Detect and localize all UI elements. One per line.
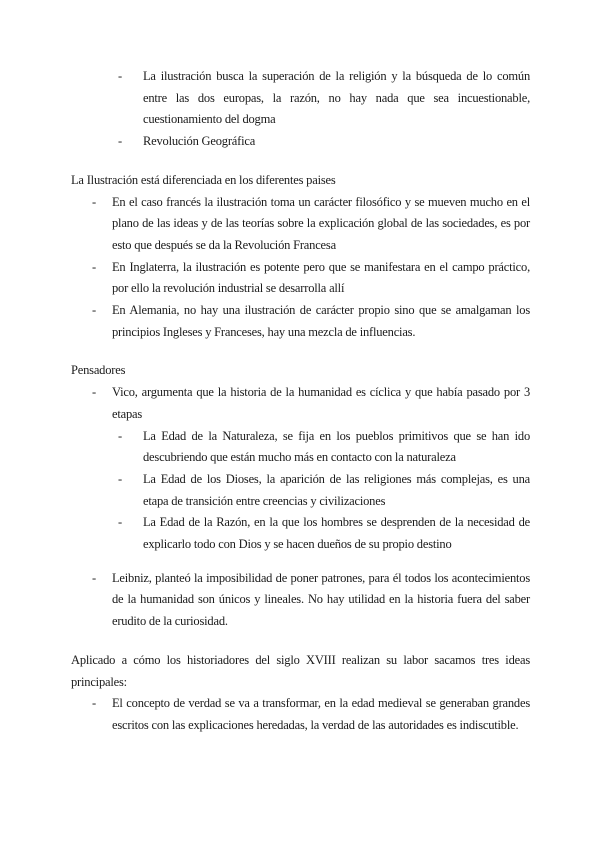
bullet-dash-icon: - — [118, 69, 122, 83]
bullet-item — [71, 693, 530, 736]
bullet-item — [71, 257, 530, 300]
bullet-item — [71, 300, 530, 343]
bullet-dash-icon: - — [118, 471, 122, 486]
bullet-dash-icon: - — [92, 385, 96, 400]
bullet-item — [71, 512, 530, 555]
bullet-text: El concepto de verdad se va a transformar, en la edad medieval se generaban grandes escritos con las explicaciones heredadas, la verdad de las autoridades es indiscutible. — [112, 696, 530, 732]
bullet-dash-icon: - — [92, 570, 96, 585]
bullet-item — [71, 66, 530, 131]
bullet-dash-icon: - — [92, 194, 96, 209]
paragraph-aplicado: Aplicado a cómo los historiadores del siglo XVIII realizan su labor sacamos tres ideas principales: — [71, 652, 530, 689]
bullet-text: Vico, argumenta que la historia de la humanidad es cíclica y que había pasado por 3 etapas — [112, 385, 530, 421]
bullet-dash-icon: - — [118, 428, 122, 443]
bullet-text: Revolución Geográfica — [143, 134, 256, 149]
bullet-item — [71, 192, 530, 257]
bullet-item — [71, 131, 530, 153]
bullet-text: La Edad de la Razón, en la que los hombres se desprenden de la necesidad de explicarlo todo con Dios y se hacen dueños de su propio destino — [143, 515, 530, 552]
bullet-dash-icon: - — [92, 303, 96, 318]
bullet-text: En Alemania, no hay una ilustración de carácter propio sino que se amalgaman los principios Ingleses y Franceses, hay una mezcla de influencias. — [112, 303, 530, 339]
bullet-text: La Edad de la Naturaleza, se fija en los pueblos primitivos que se han ido descubriendo que están mucho más en contacto con la naturaleza — [143, 428, 530, 465]
bullet-item — [71, 426, 530, 469]
bullet-text: En Inglaterra, la ilustración es potente pero que se manifestara en el campo práctico, por ello la revolución industrial se desarrolla allí — [112, 259, 530, 296]
paragraph-pensadores-heading: Pensadores — [71, 363, 126, 378]
bullet-text: La ilustración busca la superación de la religión y la búsqueda de lo común entre las dos europas, la razón, no hay nada que sea incuestionable, cuestionamiento del dogma — [143, 69, 530, 127]
bullet-dash-icon: - — [92, 696, 96, 711]
paragraph-intro-paises: La Ilustración está diferenciada en los diferentes paises — [71, 172, 336, 187]
bullet-dash-icon: - — [118, 515, 122, 530]
bullet-item — [71, 568, 530, 633]
bullet-item — [71, 469, 530, 512]
bullet-text: Leibniz, planteó la imposibilidad de poner patrones, para él todos los acontecimientos de la humanidad son únicos y lineales. No hay utilidad en la historia fuera del saber erudito de la curiosidad. — [112, 570, 530, 629]
bullet-text: La Edad de los Dioses, la aparición de las religiones más complejas, es una etapa de transición entre creencias y civilizaciones — [143, 471, 530, 508]
bullet-text: En el caso francés la ilustración toma un carácter filosófico y se mueven mucho en el plano de las ideas y de las teorías sobre la explicación global de las sociedades, es por esto que después se da la Revolución Francesa — [112, 194, 530, 252]
bullet-dash-icon: - — [118, 134, 122, 149]
bullet-item — [71, 382, 530, 425]
bullet-dash-icon: - — [92, 259, 96, 274]
